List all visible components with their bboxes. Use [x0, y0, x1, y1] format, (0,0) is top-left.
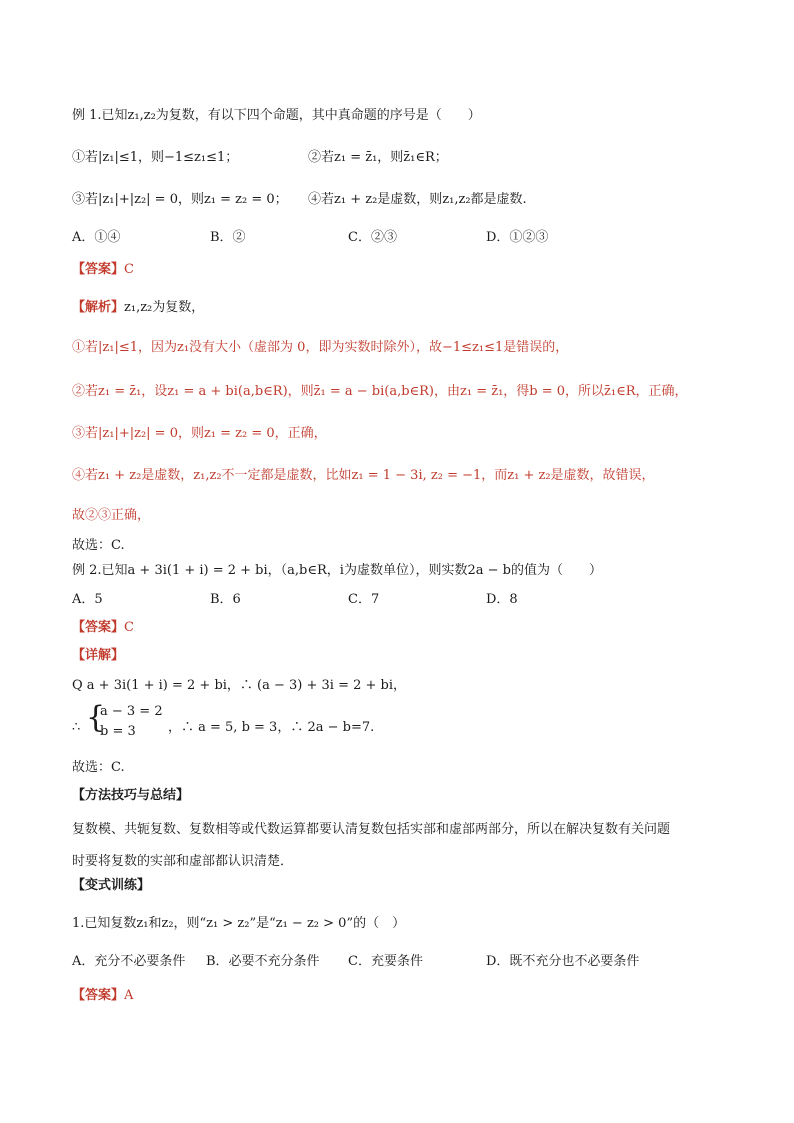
ex1-analysis: [72, 298, 204, 318]
ex1-option-a: A．①④: [72, 230, 121, 245]
practice-option-a: A．充分不必要条件: [72, 954, 186, 969]
ex1-answer: [72, 260, 134, 280]
ex1-proposition-4: ④若z₁ + z₂是虚数，则z₁,z₂都是虚数.: [308, 192, 527, 207]
ex1-option-b: B．②: [210, 230, 246, 245]
ex2-answer: [72, 618, 134, 638]
answer-tag: 【答案】: [72, 262, 125, 277]
therefore-symbol: ∴: [72, 720, 81, 735]
analysis-intro: z₁,z₂为复数，: [124, 300, 205, 315]
ex2-option-a: A．5: [72, 592, 103, 607]
ex1-choice: 故选：C.: [72, 538, 125, 553]
ex2-step-2-result: ，∴ a = 5, b = 3，∴ 2a − b=7.: [168, 720, 375, 735]
ex1-analysis-2: ②若z₁ = z̄₁，设z₁ = a + bi(a,b∈R)，则z̄₁ = a − bi(a,b∈R)，由z₁ = z̄₁，得b = 0，所以z̄₁∈R，正确，: [72, 384, 688, 399]
ex1-conclusion: 故②③正确，: [72, 508, 151, 523]
answer-value: C: [124, 620, 134, 635]
ex2-step-1: Q a + 3i(1 + i) = 2 + bi，∴ (a − 3) + 3i = 2 + bi，: [72, 678, 407, 693]
ex1-option-d: D．①②③: [486, 230, 549, 245]
ex1-proposition-2: ②若z₁ = z̄₁，则z̄₁∈R；: [308, 150, 448, 165]
ex2-option-b: B．6: [210, 592, 241, 607]
answer-tag: 【答案】: [72, 620, 125, 635]
practice-option-b: B．必要不充分条件: [206, 954, 320, 969]
ex1-question: 例 1.已知z₁,z₂为复数，有以下四个命题，其中真命题的序号是（ ）: [72, 108, 481, 123]
ex1-analysis-4: ④若z₁ + z₂是虚数，z₁,z₂不一定都是虚数，比如z₁ = 1 − 3i, z₂ = −1，而z₁ + z₂是虚数，故错误，: [72, 468, 655, 483]
ex1-proposition-1: ①若|z₁|≤1，则−1≤z₁≤1；: [72, 150, 239, 165]
practice-question: 1.已知复数z₁和z₂，则“z₁ > z₂”是“z₁ − z₂ > 0”的（ ）: [72, 916, 406, 931]
practice-title: 【变式训练】: [72, 878, 151, 893]
ex1-option-c: C．②③: [348, 230, 397, 245]
practice-option-d: D．既不充分也不必要条件: [486, 954, 640, 969]
summary-line-2: 时要将复数的实部和虚部都认识清楚．: [72, 854, 294, 869]
summary-line-1: 复数模、共轭复数、复数相等或代数运算都要认清复数包括实部和虚部两部分，所以在解决复数有关问题: [72, 822, 671, 837]
practice-option-c: C．充要条件: [348, 954, 423, 969]
system-eq-1: a − 3 = 2: [100, 704, 163, 719]
answer-tag: 【答案】: [72, 988, 125, 1003]
ex1-analysis-3: ③若|z₁|+|z₂| = 0，则z₁ = z₂ = 0，正确，: [72, 426, 327, 441]
ex2-detail-tag: 【详解】: [72, 648, 125, 663]
analysis-tag: 【解析】: [72, 300, 125, 315]
ex2-option-c: C．7: [348, 592, 380, 607]
system-eq-2: b = 3: [100, 724, 136, 739]
ex2-choice: 故选：C.: [72, 760, 125, 775]
answer-value: A: [124, 988, 134, 1003]
ex1-proposition-3: ③若|z₁|+|z₂| = 0，则z₁ = z₂ = 0；: [72, 192, 288, 207]
ex2-option-d: D．8: [486, 592, 518, 607]
ex2-step-2: [72, 718, 80, 738]
summary-title: 【方法技巧与总结】: [72, 788, 190, 803]
system-brace: {: [86, 700, 106, 735]
ex2-question: 例 2.已知a + 3i(1 + i) = 2 + bi，（a,b∈R，i为虚数单位），则实数2a − b的值为（ ）: [72, 563, 602, 578]
answer-value: C: [124, 262, 134, 277]
practice-answer: [72, 986, 133, 1006]
ex1-analysis-1: ①若|z₁|≤1，因为z₁没有大小（虚部为 0，即为实数时除外），故−1≤z₁≤1是错误的，: [72, 340, 569, 355]
